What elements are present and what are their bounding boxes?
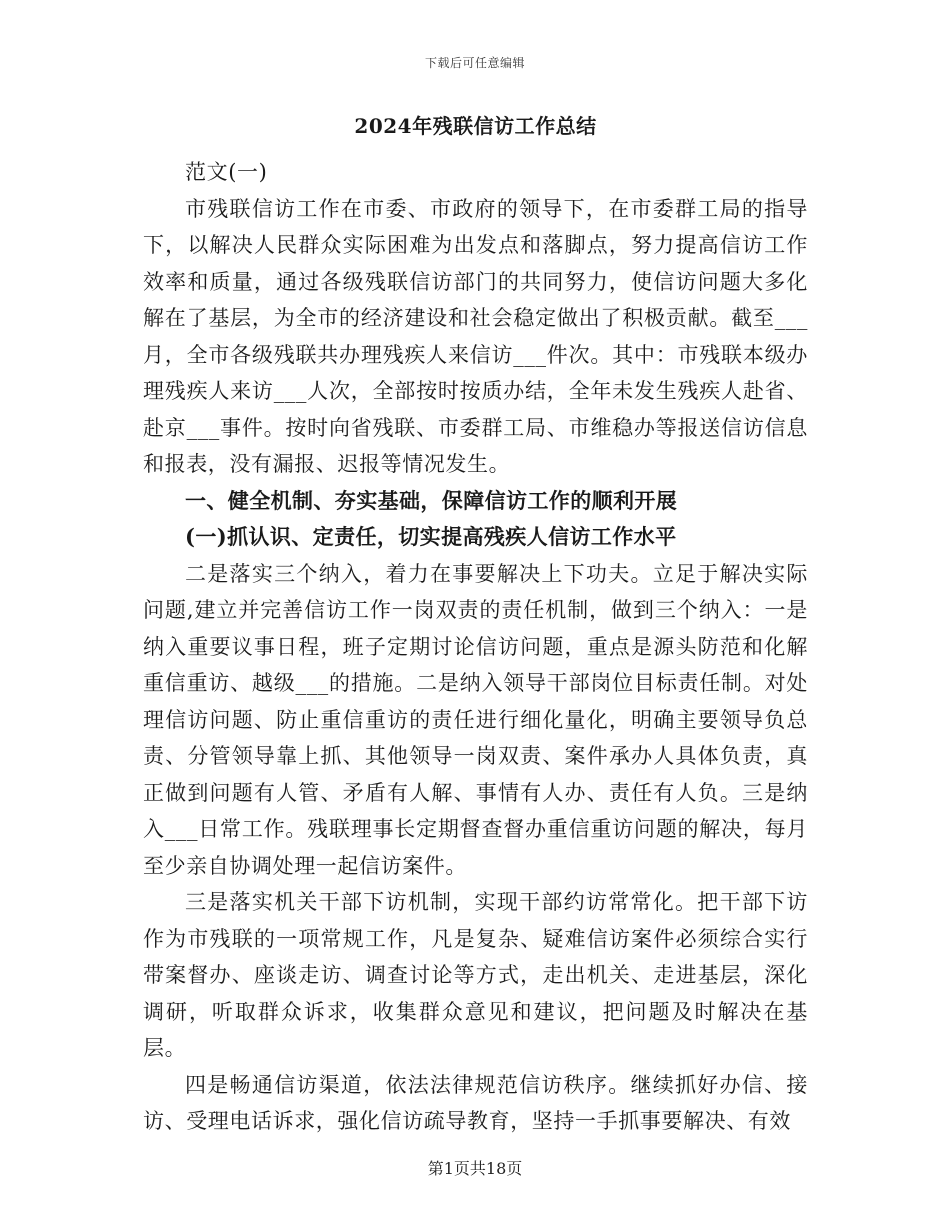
paragraph-2: 二是落实三个纳入，着力在事要解决上下功夫。立足于解决实际问题,建立并完善信访工作一岗双责的责任机制，做到三个纳入：一是纳入重要议事日程，班子定期讨论信访问题，重点是源头防范和化解重信重访、越级___的措施。二是纳入领导干部岗位目标责任制。对处理信访问题、防止重信重访的责任进行细化量化，明确主要领导负总责、分管领导靠上抓、其他领导一岗双责、案件承办人具体负责，真正做到问题有人管、矛盾有人解、事情有人办、责任有人负。三是纳入___日常工作。残联理事长定期督查督办重信重访问题的解决，每月至少亲自协调处理一起信访案件。 [143, 561, 808, 878]
subsection-heading-1: (一)抓认识、定责任，切实提高残疾人信访工作水平 [185, 524, 677, 549]
section-heading-1: 一、健全机制、夯实基础，保障信访工作的顺利开展 [185, 487, 678, 513]
paragraph-4: 四是畅通信访渠道，依法法律规范信访秩序。继续抓好办信、接访、受理电话诉求，强化信访疏导教育，坚持一手抓事要解决、有效 [143, 1072, 808, 1133]
page-footer: 第1页共18页 [427, 1159, 523, 1178]
sample-label: 范文(一) [185, 160, 268, 184]
paragraph-1: 市残联信访工作在市委、市政府的领导下，在市委群工局的指导下，以解决人民群众实际困难为出发点和落脚点，努力提高信访工作效率和质量，通过各级残联信访部门的共同努力，使信访问题大多化解在了基层，为全市的经济建设和社会稳定做出了积极贡献。截至___月，全市各级残联共办理残疾人来信访___件次。其中：市残联本级办理残疾人来访___人次，全部按时按质办结，全年未发生残疾人赴省、赴京___事件。按时向省残联、市委群工局、市维稳办等报送信访信息和报表，没有漏报、迟报等情况发生。 [143, 196, 808, 476]
document-body [143, 112, 808, 1140]
paragraph-3: 三是落实机关干部下访机制，实现干部约访常常化。把干部下访作为市残联的一项常规工作，凡是复杂、疑难信访案件必须综合实行带案督办、座谈走访、调查讨论等方式，走出机关、走进基层，深化调研，听取群众诉求，收集群众意见和建议，把问题及时解决在基层。 [143, 890, 808, 1060]
document-title: 2024年残联信访工作总结 [354, 114, 597, 138]
header-note: 下载后可任意编辑 [424, 56, 525, 70]
